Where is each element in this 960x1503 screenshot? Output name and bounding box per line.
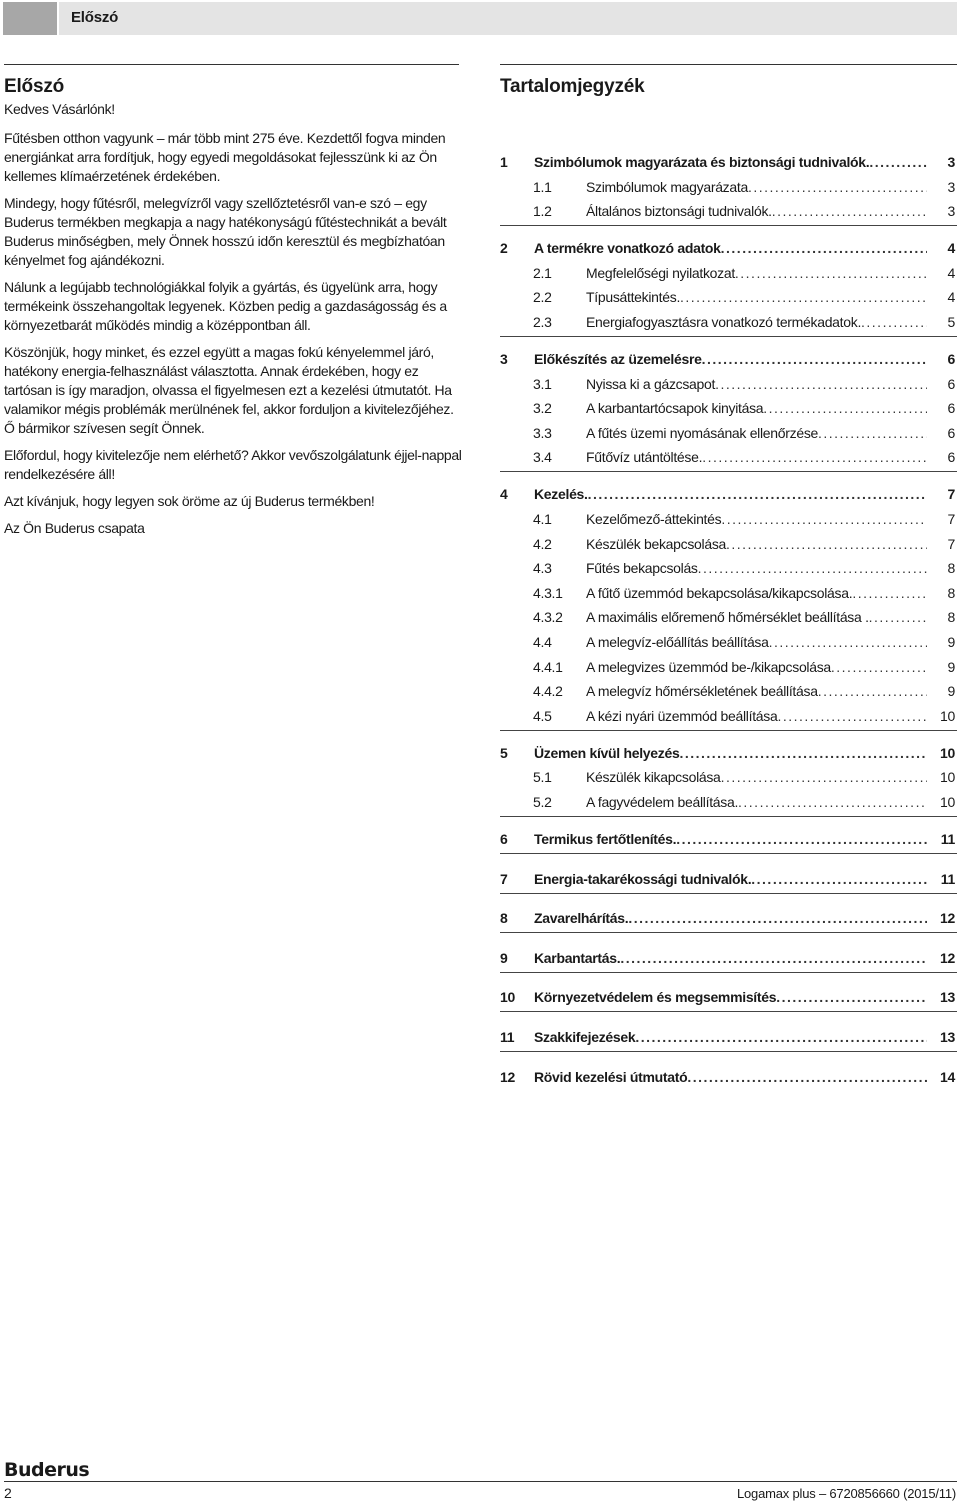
toc-entry-number: 3.1 — [533, 375, 552, 392]
toc-entry-page: 9 — [947, 658, 955, 675]
toc-entry-number: 2 — [500, 240, 508, 257]
toc-entry-page: 7 — [947, 511, 955, 527]
toc-entry-number: 4.4.2 — [533, 683, 563, 700]
toc-entry-title: Karbantartás. — [534, 949, 621, 966]
toc-entry-title: Előkészítés az üzemelésre — [534, 351, 702, 367]
toc-entry-page: 3 — [947, 203, 955, 220]
toc-entry-page: 6 — [947, 351, 955, 367]
toc-entry-number: 4.3 — [533, 560, 552, 577]
toc-entry-number: 4.4.1 — [533, 658, 563, 675]
toc-entry-title: Fűtés bekapcsolás — [586, 560, 698, 577]
toc-entry-number: 6 — [500, 831, 508, 847]
toc-entry-number: 9 — [500, 949, 508, 966]
toc-subsection-entry[interactable] — [500, 510, 955, 528]
toc-entry-title: A melegvizes üzemmód be-/kikapcsolása — [586, 658, 831, 675]
preface-paragraph: Köszönjük, hogy minket, és ezzel együtt a magas fokú kényelemmel járó, hatékony energia-felhasználást választotta. Annak érdekében, hogy ez tartósan is így maradjon, olvassa el figyelmesen ezt a kezelési útmutatót. Ha valamikor mégis problémák merülnének fel, akkor forduljon a kivitelezőjéhez. Ő bármikor szívesen segít Önnek. — [4, 344, 454, 436]
toc-separator — [500, 730, 957, 731]
header-title: Előszó — [71, 9, 119, 26]
toc-separator — [500, 816, 957, 817]
toc-entry-title: Rövid kezelési útmutató — [534, 1068, 688, 1085]
toc-entry-number: 11 — [500, 1029, 515, 1045]
toc-entry-title: Szimbólumok magyarázata — [586, 178, 748, 195]
toc-separator — [500, 1011, 957, 1012]
toc-entry-title: Típusáttekintés. — [586, 289, 681, 306]
toc-dot-leader — [818, 424, 927, 442]
toc-entry-title: Energia-takarékossági tudnivalók. — [534, 870, 752, 887]
toc-entry-page: 6 — [947, 375, 955, 392]
toc-entry-page: 9 — [947, 683, 955, 700]
toc-dot-leader — [702, 448, 927, 466]
toc-entry-number: 8 — [500, 910, 508, 927]
toc-entry-page: 13 — [940, 1029, 955, 1045]
toc-entry-number: 1.2 — [533, 203, 552, 220]
toc-dot-leader — [869, 608, 927, 626]
toc-section-entry[interactable] — [500, 485, 955, 503]
toc-dot-leader — [777, 707, 927, 725]
toc-subsection-entry[interactable] — [500, 178, 955, 196]
toc-section-entry[interactable] — [500, 830, 955, 848]
toc-dot-leader — [772, 202, 927, 220]
toc-entry-title: Környezetvédelem és megsemmisítés — [534, 989, 777, 1006]
toc-entry-page: 10 — [940, 744, 955, 761]
toc-dot-leader — [676, 830, 927, 848]
toc-entry-page: 10 — [940, 707, 955, 724]
page-number: 2 — [4, 1485, 12, 1501]
toc-entry-title: Készülék bekapcsolása — [586, 535, 727, 552]
toc-entry-page: 4 — [947, 289, 955, 306]
toc-separator — [500, 972, 957, 973]
toc-dot-leader — [715, 375, 927, 393]
toc-dot-leader — [721, 510, 927, 528]
toc-entry-number: 2.2 — [533, 289, 552, 306]
toc-subsection-entry[interactable] — [500, 313, 955, 331]
preface-paragraph: Mindegy, hogy fűtésről, melegvízről vagy szellőztetésről van-e szó – egy Buderus termékben megkapja a nagy hatékonyságú fűtéstechnikát a bevált Buderus minőségben, mely Önnek hosszú időn keresztül és megbízhatóan kényelmet fog ajándékozni. — [4, 195, 447, 268]
toc-subsection-entry[interactable] — [500, 448, 955, 466]
toc-entry-page: 14 — [940, 1068, 955, 1085]
header-accent-block — [3, 2, 57, 35]
toc-entry-title: A termékre vonatkozó adatok — [534, 240, 721, 257]
toc-entry-page: 8 — [947, 609, 955, 626]
toc-entry-page: 4 — [947, 240, 955, 257]
toc-entry-title: Zavarelhárítás. — [534, 910, 629, 927]
toc-subsection-entry[interactable] — [500, 584, 955, 602]
toc-subsection-entry[interactable] — [500, 264, 955, 282]
toc-separator — [500, 471, 957, 472]
footer-rule — [4, 1481, 957, 1482]
toc-entry-number: 4 — [500, 486, 508, 503]
toc-dot-leader — [588, 485, 927, 503]
toc-entry-title: A melegvíz-előállítás beállítása — [586, 634, 769, 650]
toc-subsection-entry[interactable] — [500, 633, 955, 651]
toc-subsection-entry[interactable] — [500, 424, 955, 442]
toc-entry-page: 3 — [947, 178, 955, 195]
toc-entry-title: Energiafogyasztásra vonatkozó termékadatok. — [586, 314, 862, 330]
toc-entry-page: 4 — [947, 264, 955, 281]
toc-entry-number: 2.1 — [533, 264, 552, 281]
toc-entry-page: 8 — [947, 560, 955, 577]
toc-entry-number: 4.5 — [533, 707, 552, 724]
toc-dot-leader — [861, 313, 927, 331]
toc-separator — [500, 893, 957, 894]
toc-entry-number: 3.4 — [533, 449, 552, 466]
toc-dot-leader — [748, 178, 927, 196]
toc-entry-number: 4.1 — [533, 511, 552, 527]
toc-subsection-entry[interactable] — [500, 658, 955, 676]
document-reference: Logamax plus – 6720856660 (2015/11) — [737, 1486, 956, 1501]
toc-entry-title: Fűtővíz utántöltése. — [586, 449, 703, 466]
toc-entry-number: 4.3.2 — [533, 609, 563, 626]
toc-subsection-entry[interactable] — [500, 202, 955, 220]
toc-subsection-entry[interactable] — [500, 707, 955, 725]
toc-entry-page: 9 — [947, 634, 955, 650]
toc-entry-number: 2.3 — [533, 314, 552, 330]
toc-entry-page: 3 — [947, 154, 955, 170]
toc-section-entry[interactable] — [500, 1068, 955, 1086]
header-bar — [59, 2, 957, 35]
toc-dot-leader — [702, 350, 927, 368]
toc-dot-leader — [628, 909, 927, 927]
toc-entry-title: Üzemen kívül helyezés — [534, 744, 680, 761]
toc-dot-leader — [721, 768, 927, 786]
toc-entry-title: A fűtés üzemi nyomásának ellenőrzése — [586, 424, 818, 441]
toc-subsection-entry[interactable] — [500, 399, 955, 417]
toc-dot-leader — [679, 744, 927, 762]
toc-entry-page: 6 — [947, 424, 955, 441]
preface-heading: Előszó — [4, 76, 65, 97]
toc-section-entry[interactable] — [500, 153, 955, 171]
toc-section-entry[interactable] — [500, 949, 955, 967]
toc-title: Tartalomjegyzék — [500, 76, 645, 97]
toc-entry-number: 3.2 — [533, 400, 552, 417]
toc-entry-number: 1.1 — [533, 178, 552, 195]
toc-dot-leader — [620, 949, 927, 967]
toc-dot-leader — [721, 239, 927, 257]
toc-dot-leader — [869, 153, 927, 171]
toc-subsection-entry[interactable] — [500, 559, 955, 577]
toc-entry-title: Kezelőmező-áttekintés — [586, 511, 722, 527]
toc-subsection-entry[interactable] — [500, 535, 955, 553]
preface-signature: Az Ön Buderus csapata — [4, 520, 145, 536]
toc-entry-number: 4.2 — [533, 535, 552, 552]
toc-dot-leader — [738, 793, 927, 811]
toc-separator — [500, 336, 957, 337]
toc-entry-title: Kezelés. — [534, 486, 588, 503]
page-header — [3, 2, 957, 35]
toc-entry-number: 12 — [500, 1068, 515, 1085]
toc-dot-leader — [852, 584, 927, 602]
toc-section — [500, 66, 957, 1085]
toc-separator — [500, 853, 957, 854]
toc-entry-title: A karbantartócsapok kinyitása — [586, 400, 764, 417]
preface-paragraph: Nálunk a legújabb technológiákkal folyik a gyártás, és ügyelünk arra, hogy termékeink összehangoltak legyenek. Közben pedig a gazdaságosság és a környezetbarát működés mindig a középpontban áll. — [4, 279, 447, 333]
toc-entry-page: 6 — [947, 449, 955, 466]
toc-entry-page: 5 — [947, 314, 955, 330]
preface-paragraph: Fűtésben otthon vagyunk – már több mint 275 éve. Kezdettől fogva minden energiánkat arra fordítjuk, hogy egyedi megoldásokat fejlesszünk ki az Ön kellemes klímaérzetének érdekében. — [4, 130, 446, 184]
toc-dot-leader — [751, 870, 927, 888]
toc-dot-leader — [698, 559, 927, 577]
toc-subsection-entry[interactable] — [500, 375, 955, 393]
toc-subsection-entry[interactable] — [500, 793, 955, 811]
toc-entry-number: 3 — [500, 351, 508, 367]
toc-subsection-entry[interactable] — [500, 608, 955, 626]
toc-entry-page: 13 — [940, 989, 955, 1006]
toc-separator — [500, 1051, 957, 1052]
toc-entry-title: Megfelelőségi nyilatkozat — [586, 264, 735, 281]
left-column-rule — [4, 64, 459, 65]
toc-entry-page: 6 — [947, 400, 955, 417]
toc-entry-title: A maximális előremenő hőmérséklet beállítása . — [586, 609, 869, 626]
preface-greeting: Kedves Vásárlónk! — [4, 101, 115, 117]
toc-entry-title: Termikus fertőtlenítés. — [534, 831, 677, 847]
toc-separator — [500, 225, 957, 226]
toc-section-entry[interactable] — [500, 870, 955, 888]
toc-separator — [500, 932, 957, 933]
toc-entry-page: 11 — [940, 870, 955, 887]
toc-entry-title: A fűtő üzemmód bekapcsolása/kikapcsolása. — [586, 584, 853, 601]
toc-entry-title: Készülék kikapcsolása — [586, 769, 721, 786]
toc-section-entry[interactable] — [500, 744, 955, 762]
toc-dot-leader — [776, 988, 927, 1006]
toc-entry-title: A kézi nyári üzemmód beállítása — [586, 707, 778, 724]
toc-entry-title: A fagyvédelem beállítása. — [586, 794, 739, 810]
toc-dot-leader — [687, 1068, 927, 1086]
toc-dot-leader — [831, 658, 927, 676]
toc-dot-leader — [726, 535, 927, 553]
toc-entry-page: 10 — [940, 794, 955, 810]
toc-dot-leader — [680, 288, 927, 306]
toc-dot-leader — [735, 264, 927, 282]
toc-section-entry[interactable] — [500, 1028, 955, 1046]
toc-dot-leader — [635, 1028, 927, 1046]
toc-subsection-entry[interactable] — [500, 682, 955, 700]
toc-entry-number: 1 — [500, 154, 508, 170]
toc-entry-page: 12 — [940, 949, 955, 966]
toc-section-entry[interactable] — [500, 239, 955, 257]
toc-entry-page: 8 — [947, 584, 955, 601]
toc-entry-number: 10 — [500, 989, 515, 1006]
toc-section-entry[interactable] — [500, 350, 955, 368]
toc-subsection-entry[interactable] — [500, 768, 955, 786]
toc-entry-page: 7 — [947, 486, 955, 503]
toc-entry-number: 4.4 — [533, 634, 552, 650]
toc-entry-page: 11 — [940, 831, 955, 847]
toc-dot-leader — [769, 633, 927, 651]
preface-section — [4, 66, 462, 546]
toc-entry-title: Nyissa ki a gázcsapot — [586, 375, 716, 392]
toc-dot-leader — [763, 399, 927, 417]
toc-section-entry[interactable] — [500, 909, 955, 927]
toc-entry-number: 5.2 — [533, 794, 552, 810]
preface-paragraph: Azt kívánjuk, hogy legyen sok öröme az új Buderus termékben! — [4, 493, 375, 509]
toc-entry-page: 10 — [940, 769, 955, 786]
right-column-rule — [500, 64, 957, 65]
toc-section-entry[interactable] — [500, 988, 955, 1006]
buderus-logo: Buderus — [4, 1459, 90, 1481]
toc-entry-number: 5.1 — [533, 769, 552, 786]
toc-entry-number: 5 — [500, 744, 508, 761]
toc-entry-title: Általános biztonsági tudnivalók. — [586, 203, 772, 220]
toc-entry-page: 7 — [947, 535, 955, 552]
toc-entry-title: A melegvíz hőmérsékletének beállítása — [586, 683, 818, 700]
toc-entry-title: Szimbólumok magyarázata és biztonsági tudnivalók. — [534, 154, 870, 170]
toc-entry-title: Szakkifejezések — [534, 1029, 636, 1045]
toc-entry-number: 4.3.1 — [533, 584, 563, 601]
toc-entry-number: 3.3 — [533, 424, 552, 441]
toc-subsection-entry[interactable] — [500, 288, 955, 306]
toc-entry-number: 7 — [500, 870, 508, 887]
preface-paragraph: Előfordul, hogy kivitelezője nem elérhető? Akkor vevőszolgálatunk éjjel-nappal rendelkezésére áll! — [4, 447, 462, 482]
toc-entry-page: 12 — [940, 910, 955, 927]
toc-dot-leader — [818, 682, 927, 700]
